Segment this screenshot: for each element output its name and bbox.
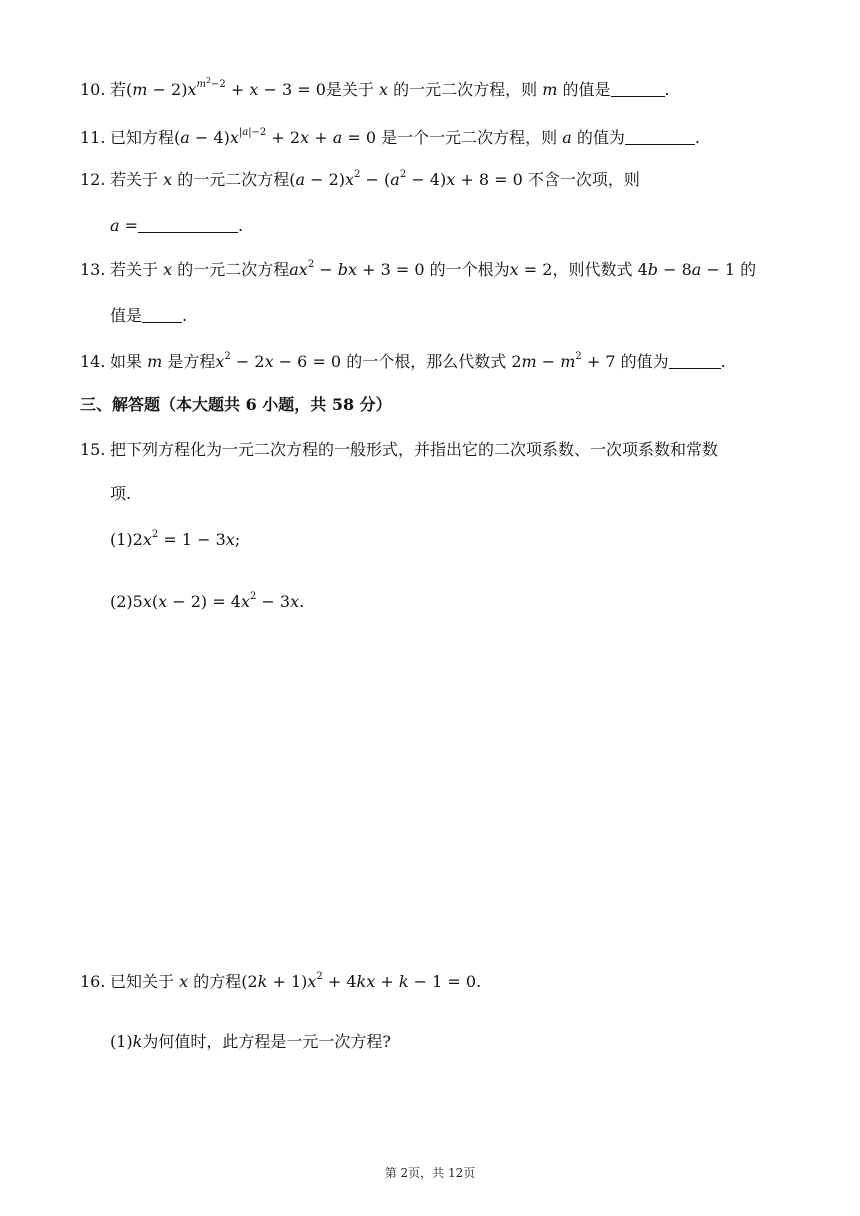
page-footer: 第 2页，共 12页 (384, 1166, 476, 1180)
question-15: 15. 把下列方程化为一元二次方程的一般形式，并指出它的二次项系数、一次项系数和常数 (80, 440, 719, 459)
question-11: 11. 已知方程$(a - 4)x^{|a|-2} + 2x + a = 0$ 是一个一元二次方程，则 a 的值为 . (80, 127, 700, 147)
question-16: 16. 已知关于 x 的方程$(2k + 1)x^2 + 4kx + k - 1 = 0$. (80, 971, 482, 991)
question-16-part1: (1)k为何值时，此方程是一元一次方程? (110, 1032, 391, 1051)
equation: $x^2 - 2x - 6 = 0$ (215, 351, 342, 371)
question-number: 16. (80, 972, 106, 991)
question-15-part2: $(2)5x(x - 2) = 4x^2 - 3x$. (110, 591, 305, 611)
question-13: 13. 若关于 x 的一元二次方程$ax^2$ − bx + 3 = 0 的一个根为x = 2，则代数式 4b − 8a − 1 的 (80, 259, 757, 279)
question-number: 14. (80, 352, 106, 371)
answer-blank[interactable] (625, 130, 695, 145)
equation: $(a - 4)x^{|a|-2} + 2x + a = 0$ (174, 127, 376, 147)
question-number: 15. (80, 440, 106, 459)
equation: $2x^2 = 1 - 3x$; (132, 529, 241, 549)
expression: 4b − 8a − 1 (637, 260, 736, 279)
question-13-line2: 值是 . (110, 306, 188, 325)
equation: $(a - 2)x^2 - (a^2 - 4)x + 8 = 0$ (289, 169, 523, 189)
expression: $2m - m^2 + 7$ (511, 351, 616, 371)
section-title: 三、解答题（本大题共 6 小题，共 58 分） (80, 395, 392, 414)
question-number: 12. (80, 170, 106, 189)
equation: $(2k + 1)x^2 + 4kx + k - 1 = 0$. (241, 971, 482, 991)
question-number: 11. (80, 128, 106, 147)
question-12: 12. 若关于 x 的一元二次方程$(a - 2)x^2 - (a^2 - 4)x + 8 = 0$ 不含一次项，则 (80, 169, 640, 189)
question-15-part1: $(1)2x^2 = 1 - 3x$; (110, 529, 241, 549)
question-14: 14. 如果 m 是方程$x^2 - 2x - 6 = 0$ 的一个根，那么代数式 $2m - m^2 + 7$ 的值为 . (80, 351, 726, 371)
question-15-line2: 项. (110, 484, 132, 503)
question-number: 13. (80, 260, 106, 279)
root: x = 2 (509, 260, 553, 279)
answer-blank[interactable] (142, 308, 182, 323)
answer-blank[interactable] (138, 218, 238, 233)
answer-blank[interactable] (611, 82, 665, 97)
answer-blank[interactable] (669, 354, 721, 369)
equation: $ax^2$ − bx + 3 = 0 (289, 259, 425, 279)
equation: $5x(x - 2) = 4x^2 - 3x$. (132, 591, 305, 611)
question-10: 10. 若$(m - 2)x^{m^2-2} + x - 3 = 0$是关于 x 的一元二次方程，则 m 的值是 . (80, 76, 670, 99)
question-number: 10. (80, 80, 106, 99)
question-12-line2: a = . (110, 216, 244, 235)
equation: $(m - 2)x^{m^2-2} + x - 3 = 0$ (126, 76, 326, 99)
